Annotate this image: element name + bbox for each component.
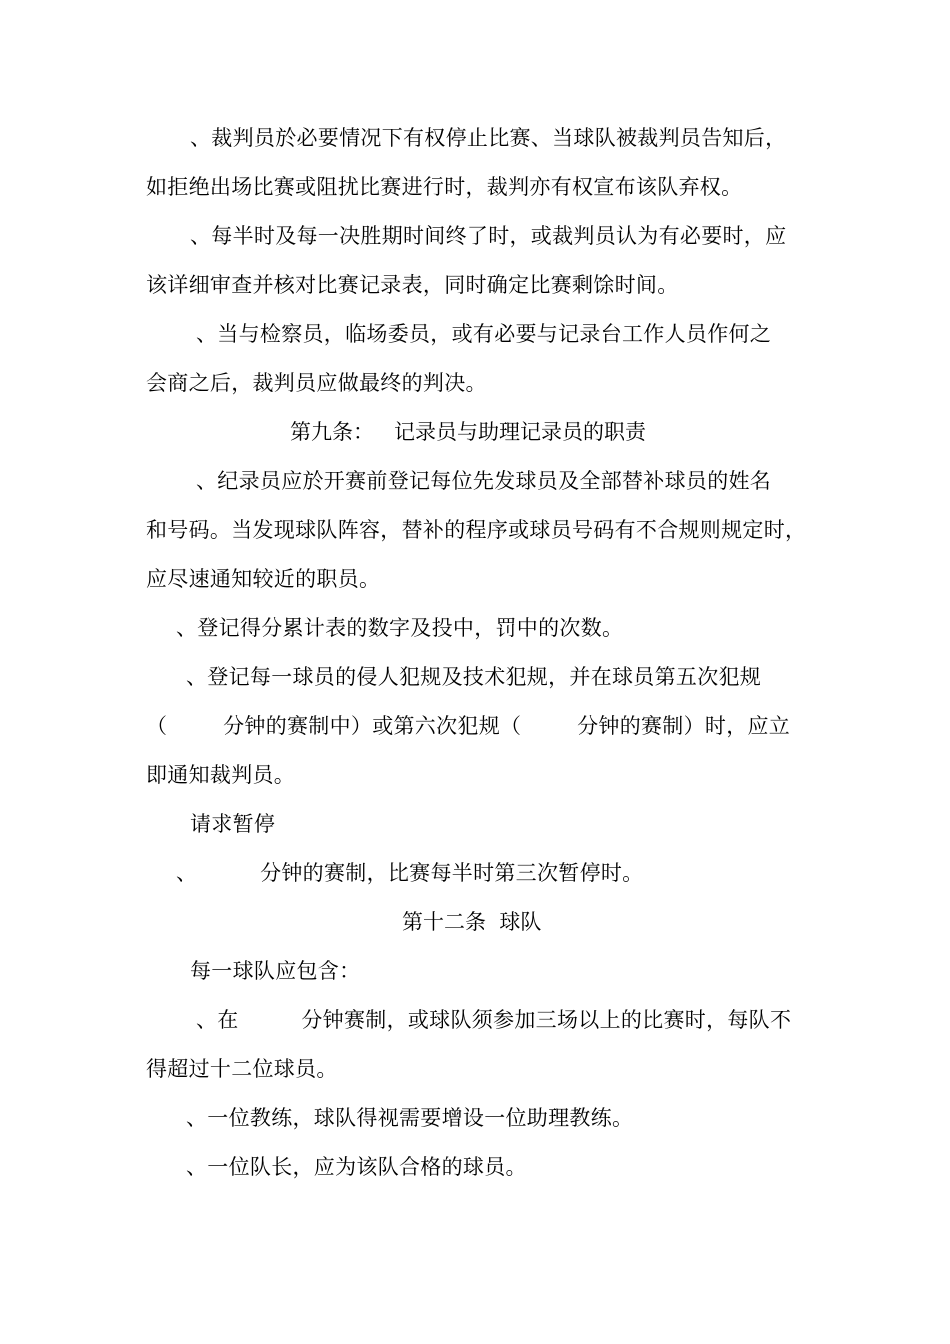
paragraph-line: 会商之后，裁判员应做最终的判决。 [146,371,487,395]
paragraph-line: 、一位队长，应为该队合格的球员。 [186,1155,527,1179]
paragraph-line: 和号码。当发现球队阵容，替补的程序或球员号码有不合规则规定时， [146,518,807,542]
paragraph-line: 应尽速通知较近的职员。 [146,567,381,591]
paragraph-line: 、当与检察员，临场委员，或有必要与记录台工作人员作何之 [196,322,772,346]
paragraph-line: （ 分钟的赛制中）或第六次犯规（ 分钟的赛制）时，应立 [146,714,791,738]
paragraph-line: 、纪录员应於开赛前登记每位先发球员及全部替补球员的姓名 [196,469,772,493]
paragraph-line: 每一球队应包含： [190,959,361,983]
paragraph-line: 、一位教练，球队得视需要增设一位助理教练。 [186,1106,634,1130]
paragraph-line: 、登记得分累计表的数字及投中，罚中的次数。 [176,616,624,640]
article-heading: 第十二条 球队 [402,910,542,934]
paragraph-line: 、登记每一球员的侵人犯规及技术犯规，并在球员第五次犯规 [186,665,762,689]
paragraph-line: 、 分钟的赛制，比赛每半时第三次暂停时。 [176,861,644,885]
paragraph-line: 、每半时及每一决胜期时间终了时，或裁判员认为有必要时，应 [190,224,787,248]
paragraph-line: 、在 分钟赛制，或球队须参加三场以上的比赛时，每队不 [196,1008,792,1032]
paragraph-line: 、裁判员於必要情况下有权停止比赛、当球队被裁判员告知后， [190,126,787,150]
paragraph-line: 该详细审查并核对比赛记录表，同时确定比赛剩馀时间。 [146,273,679,297]
paragraph-line: 即通知裁判员。 [146,763,296,787]
paragraph-line: 请求暂停 [190,812,276,836]
paragraph-line: 如拒绝出场比赛或阻扰比赛进行时，裁判亦有权宣布该队弃权。 [146,175,743,199]
article-heading: 第九条： 记录员与助理记录员的职责 [290,420,647,444]
paragraph-line: 得超过十二位球员。 [146,1057,338,1081]
